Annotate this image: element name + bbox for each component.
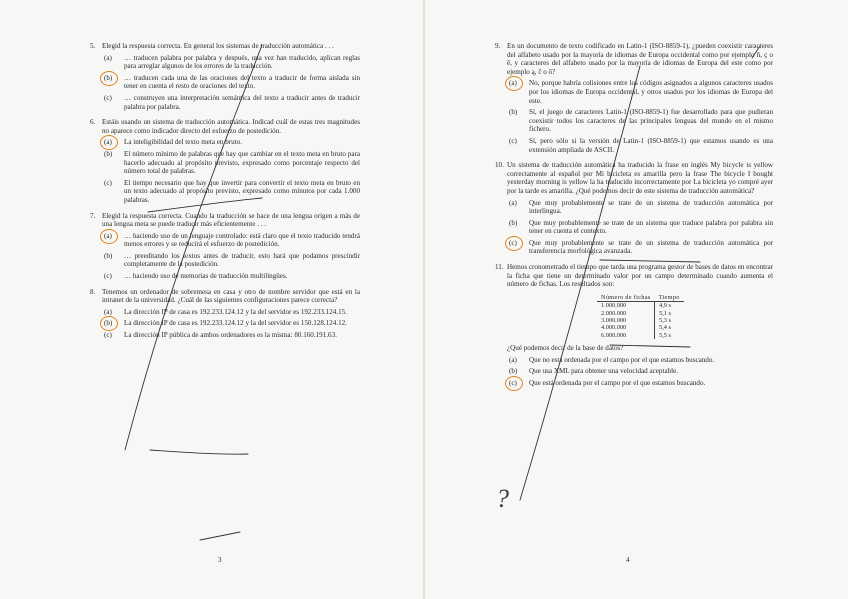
question-number: 10. (495, 161, 504, 170)
question-text: Elegid la respuesta correcta. En general los sistemas de traducción automática . . . (102, 42, 334, 50)
option-text: Que usa XML para obtener una velocidad aceptable. (529, 367, 679, 376)
page-number-right: 4 (626, 556, 630, 564)
option-letter: (c) (104, 272, 112, 281)
option-letter: (b) (104, 251, 113, 260)
circled-option-letter: (a) (104, 138, 124, 147)
records-cell: 1.000.000 (601, 302, 627, 310)
option-letter: (b) (509, 218, 518, 227)
option-letter: (a) (104, 307, 112, 316)
question-number: 5. (90, 42, 96, 50)
question-text: Estáis usando un sistema de traducción automática. Indicad cuál de estas tres magnitudes no aparece como indicador directo del esfuerzo de postedición. (102, 118, 360, 135)
table-header: Número de fichas (597, 294, 655, 302)
circled-option-letter: (c) (509, 379, 529, 388)
option-text: La inteligibilidad del texto meta en bruto. (124, 138, 242, 147)
option-text: … haciendo uso de un lenguaje controlado: está claro que el texto traducido tendrá menos errores y se reducirá el esfuerzo de postedición. (124, 231, 360, 249)
option-text: Sí, pero sólo si la versión de Latin-1 (ISO-8859-1) que estamos usando es una extensión ampliada de ASCII. (529, 136, 773, 154)
option-letter: (a) (509, 355, 517, 364)
circled-option-letter: (b) (104, 319, 124, 328)
records-cell: 6.000.000 (601, 331, 627, 339)
circled-option-letter: (c) (509, 239, 529, 256)
option-text: … traducen palabra por palabra y después, una vez han traducido, aplican reglas para arreglar algunos de los errores de la traducción. (124, 53, 360, 71)
option-text: Sí, el juego de caracteres Latin-1 (ISO-8859-1) fue desarrollado para que pudieran coexistir todos los caracteres de las principales lenguas del mundo en el mismo fichero. (529, 108, 773, 134)
option-letter: (c) (104, 93, 112, 102)
option-text: No, porque habría colisiones entre los códigos asignados a algunos caracteres usados por los idiomas de Europa occidental, y otros usados por los idiomas de Europa del este. (529, 79, 773, 105)
circled-option-letter: (a) (509, 79, 529, 105)
option-text: La dirección IP pública de ambos ordenadores es la misma: 80.160.191.63. (124, 331, 337, 340)
option-text: Que no está ordenada por el campo por el que estamos buscando. (529, 355, 715, 364)
records-cell: 4.000.000 (601, 324, 627, 332)
circled-option-letter: (b) (104, 74, 124, 91)
option-letter: (b) (509, 367, 518, 376)
option-text: … haciendo uso de memorias de traducción multilingües. (124, 272, 288, 281)
question-text: En un documento de texto codificado en Latin-1 (ISO-8859-1), ¿pueden coexistir caracteres del alfabeto usado por la mayoría de idiomas de Europa occidental como por ejemplo ñ, ç o ê, y caracteres del alfabeto usado por la mayoría de idiomas de Europa del este como por ejemplo ą, č o ő? (507, 42, 773, 76)
option-text: El tiempo necesario que hay que invertir para convertir el texto meta en bruto en un texto adecuado al propósito previsto, expresado como minutos por cada 1.000 palabras. (124, 178, 360, 204)
question-followup: ¿Qué podemos decir de la base de datos? (507, 344, 624, 353)
question-number: 7. (90, 211, 96, 220)
option-text: La dirección IP de casa es 192.233.124.12 y la del servidor es 192.233.124.15. (124, 307, 347, 316)
option-text: La dirección IP de casa es 192.233.124.12 y la del servidor es 150.128.124.12. (124, 319, 347, 328)
option-text: … preeditando los textos antes de traducir, esto hará que podamos prescindir completamente de la postedición. (124, 251, 360, 269)
option-letter: (a) (509, 198, 517, 207)
option-text: Que está ordenada por el campo por el que estamos buscando. (529, 379, 706, 388)
question-text: Tenemos un ordenador de sobremesa en casa y otro de nombre servidor que está en la intranet de la universidad. ¿Cuál de las siguientes configuraciones parece correcta? (102, 287, 360, 305)
option-text: Que muy probablemente se trate de un sistema de traducción automática por transferencia morfológica avanzada. (529, 238, 773, 256)
option-text: … construyen una interpretación semántica del texto a traducir antes de traducir palabra por palabra. (124, 93, 360, 111)
records-cell: 2.000.000 (601, 309, 627, 317)
time-cell: 5,5 s (655, 332, 684, 339)
question-number: 8. (90, 287, 96, 296)
time-cell: 4,9 s (655, 302, 684, 310)
option-letter: (c) (509, 136, 517, 145)
time-cell: 5,4 s (655, 324, 684, 331)
time-cell: 5,3 s (655, 317, 684, 324)
option-text: El número mínimo de palabras que hay que cambiar en el texto meta en bruto para hacerlo adecuado al propósito previsto, expresado como porcentaje respecto del número total de palabras. (124, 149, 360, 176)
page-number-left: 3 (218, 556, 222, 564)
records-cell: 3.000.000 (601, 317, 627, 325)
question-text: Hemos cronometrado el tiempo que tarda una programa gestor de bases de datos en encontrar la ficha que tiene un determinado valor por un campo determinado cuando aumenta el número de fichas. Los resultados son: (507, 263, 773, 289)
question-number: 11. (495, 263, 504, 272)
time-cell: 5,1 s (655, 310, 684, 317)
option-letter: (c) (104, 178, 112, 187)
option-text: … traducen cada una de las oraciones del texto a traducir de forma aislada sin tener en cuenta el resto de oraciones del texto. (124, 73, 360, 91)
question-text: Elegid la respuesta correcta. Cuando la traducción se hace de una lengua origen a más de una lengua meta se puede traducir más eficientemente . . . (102, 211, 360, 229)
option-text: Que muy probablemente se trate de un sistema que traduce palabra por palabra sin tener en cuenta el contexto. (529, 218, 773, 236)
option-letter: (a) (104, 53, 112, 62)
question-number: 9. (495, 42, 501, 50)
question-text: Un sistema de traducción automática ha traducido la frase en inglés My bicycle is yellow correctamente al español por Mi bicicleta es amarilla pero la frase The bicycle I bought yesterday morning is yellow la ha traducido incorrectamente por La bicicleta yo compré ayer por la tarde es amarilla. ¿Qué podemos decir de este sistema de traducción automática? (507, 161, 773, 195)
question-number: 6. (90, 118, 96, 127)
handwritten-question-mark: ? (496, 484, 509, 513)
circled-option-letter: (a) (104, 232, 124, 249)
option-letter: (b) (104, 149, 113, 158)
table-header: Tiempo (655, 294, 684, 302)
option-text: Que muy probablemente se trate de un sistema de traducción automática por interlingua. (529, 198, 773, 216)
option-letter: (c) (104, 331, 112, 340)
option-letter: (b) (509, 108, 518, 117)
